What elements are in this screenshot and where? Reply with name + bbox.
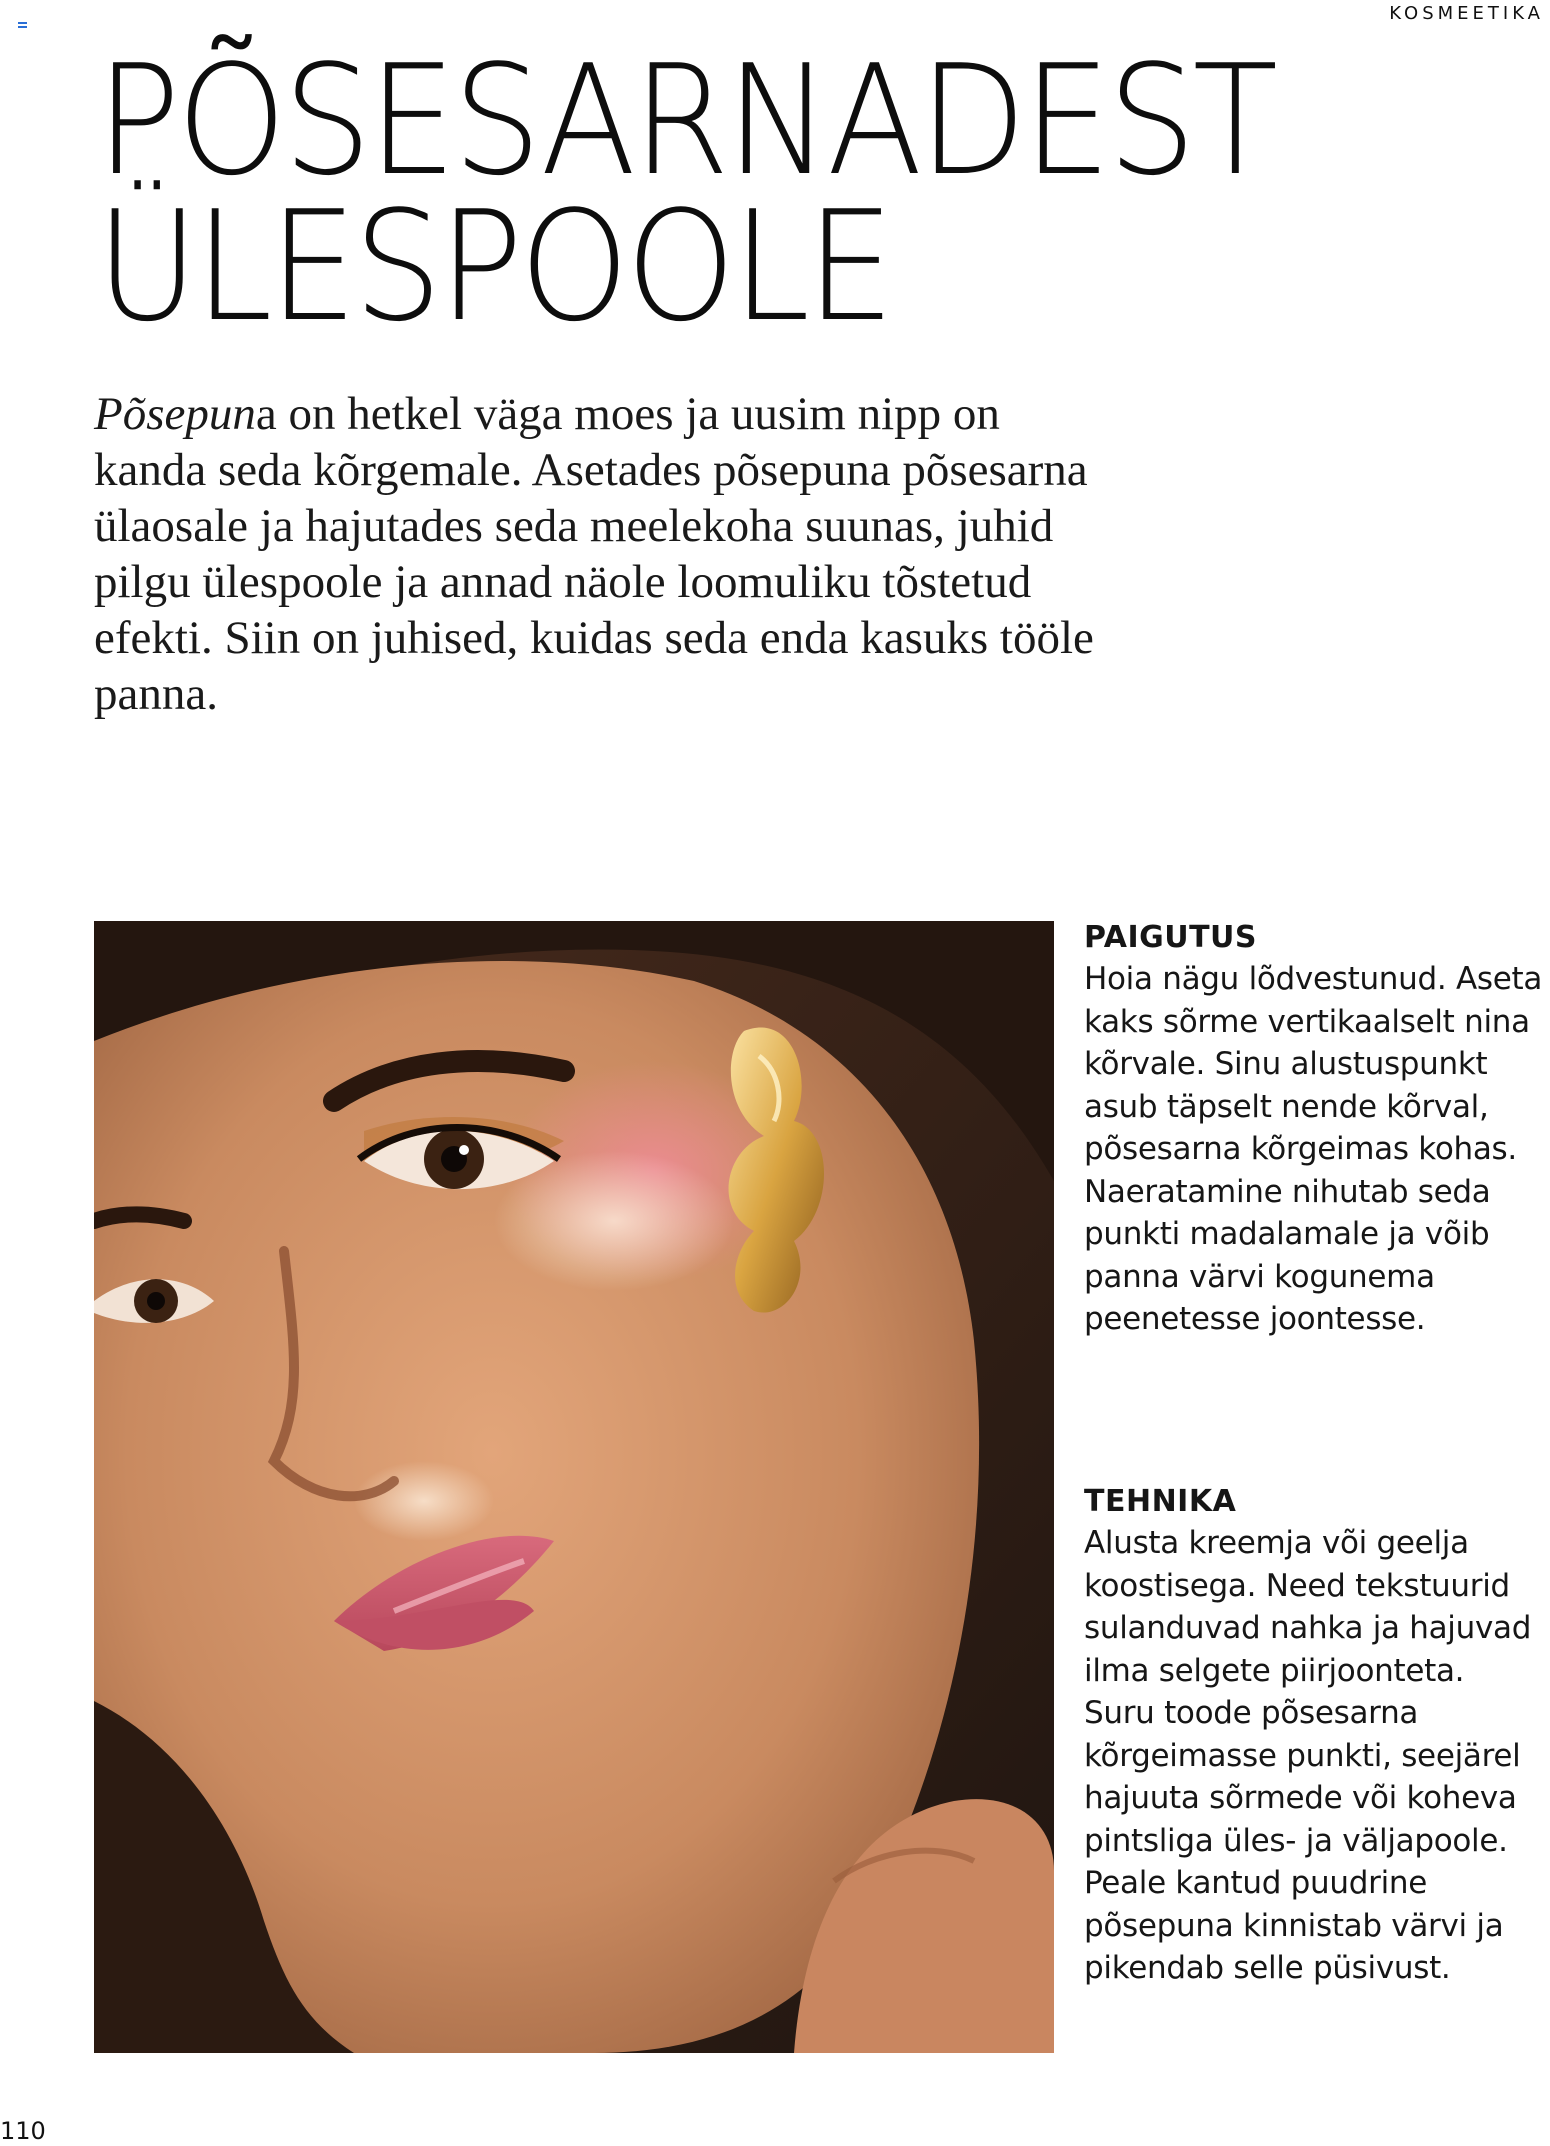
intro-italic-word: Põsepun — [94, 388, 256, 440]
technique-body: Alusta kreemja või geelja koostisega. Need tekstuurid sulanduvad nahka ja hajuvad ilma selgete piirjoonteta. Suru toode põsesarna kõrgeimasse punkti, seejärel hajuuta sõrmede või koheva pintsliga üles- ja väljapoole. Peale kantud puudrine põsepuna kinnistab värvi ja pikendab selle püsivust. — [1084, 1525, 1532, 1986]
placement-section — [1084, 918, 1544, 1341]
page-number: 110 — [0, 2117, 46, 2145]
title-line-2: ÜLESPOOLE — [96, 178, 891, 355]
page-title — [96, 32, 1347, 355]
menu-icon[interactable] — [18, 22, 27, 28]
title-line-1: PÕSESARNADEST — [96, 32, 1275, 209]
beauty-portrait-photo — [94, 921, 1054, 2053]
technique-heading: TEHNIKA — [1084, 1484, 1237, 1519]
section-label: KOSMEETIKA — [1389, 3, 1544, 24]
technique-section — [1084, 1482, 1544, 1990]
intro-text: a on hetkel väga moes ja uusim nipp on kanda seda kõrgemale. Asetades põsepuna põsesarna ülaosale ja hajutades seda meelekoha suunas, juhid pilgu ülespoole ja annad näole loomuliku tõstetud efekti. Siin on juhised, kuidas seda enda kasuks tööle panna. — [94, 388, 1094, 720]
portrait-illustration — [94, 921, 1054, 2053]
intro-paragraph — [94, 386, 1114, 722]
placement-heading: PAIGUTUS — [1084, 920, 1258, 955]
placement-body: Hoia nägu lõdvestunud. Aseta kaks sõrme vertikaalselt nina kõrvale. Sinu alustuspunkt asub täpselt nende kõrval, põsesarna kõrgeimas kohas. Naeratamine nihutab seda punkti madalamale ja võib panna värvi kogunema peenetesse joontesse. — [1084, 961, 1543, 1337]
